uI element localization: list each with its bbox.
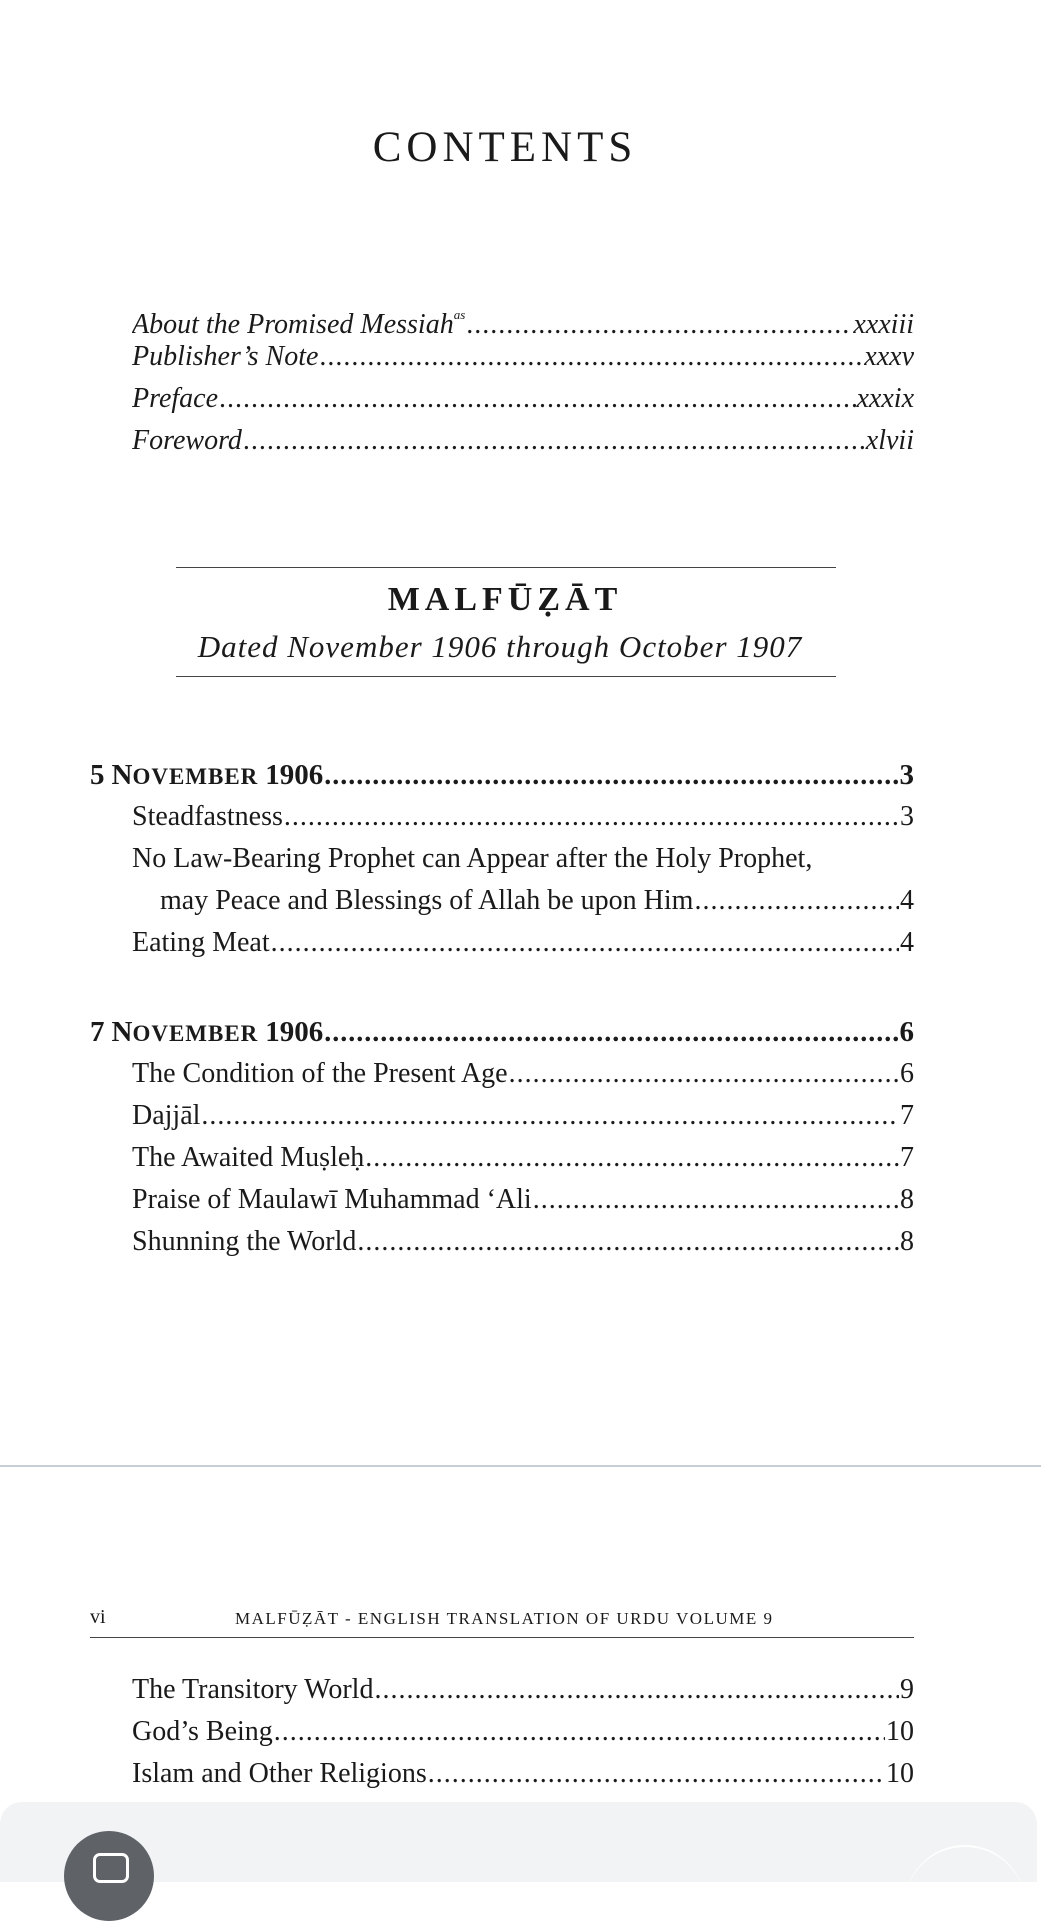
toc-entry[interactable] xyxy=(132,1711,914,1753)
dot-leader xyxy=(533,1179,899,1221)
dot-leader xyxy=(201,1095,899,1137)
toc-entry[interactable] xyxy=(132,796,914,838)
toc-entry[interactable] xyxy=(132,1221,914,1263)
toc-entry-publishers-note[interactable] xyxy=(132,336,914,378)
toc-entry-page: xlvii xyxy=(865,425,914,456)
dot-leader xyxy=(324,1012,898,1053)
toc-entry-page: 10 xyxy=(886,1758,914,1789)
toc-entry-page: xxxiii xyxy=(853,309,914,336)
toc-entry-label: Shunning the World xyxy=(132,1226,357,1257)
toc-entry-page: 9 xyxy=(900,1674,914,1705)
toc-entry-page: 8 xyxy=(900,1184,914,1215)
toc-entry-label: Foreword xyxy=(132,425,242,456)
toc-entry-label: Steadfastness xyxy=(132,801,283,832)
dot-leader xyxy=(357,1221,899,1263)
toc-entry[interactable] xyxy=(132,1179,914,1221)
toc-entry-label: Eating Meat xyxy=(132,927,270,958)
toc-entry[interactable] xyxy=(132,1095,914,1137)
running-head: MALFŪẒĀT - ENGLISH TRANSLATION OF URDU VOLUME 9 xyxy=(235,1609,774,1628)
toc-entry-page: 7 xyxy=(900,1142,914,1173)
toc-entry-label: The Condition of the Present Age xyxy=(132,1058,508,1089)
bottom-sheet xyxy=(0,1802,1037,1882)
date-year: 1906 xyxy=(265,759,324,791)
dot-leader xyxy=(374,1669,899,1711)
date-day: 5 xyxy=(90,759,105,791)
toc-entry-label: God’s Being xyxy=(132,1716,273,1747)
toc-entry-label: Publisher’s Note xyxy=(132,341,319,372)
toc-entry-foreword[interactable] xyxy=(132,420,914,462)
date-year: 1906 xyxy=(265,1016,324,1048)
dot-leader xyxy=(466,304,852,336)
page-title: CONTENTS xyxy=(372,124,638,171)
toc-entry-preface[interactable] xyxy=(132,378,914,420)
toc-entry-page: xxxix xyxy=(856,383,914,414)
dot-leader xyxy=(271,922,899,964)
toc-entry[interactable] xyxy=(132,1137,914,1179)
date-month-rest: OVEMBER xyxy=(132,764,259,789)
running-head-rule xyxy=(90,1637,914,1638)
toc-entry-superscript: as xyxy=(453,307,466,322)
date-month-rest: OVEMBER xyxy=(132,1021,259,1046)
toc-entry[interactable] xyxy=(132,922,914,964)
dot-leader xyxy=(365,1137,899,1179)
section-subtitle: Dated November 1906 through October 1907 xyxy=(197,629,803,664)
toc-entry-label: About the Promised Messiah xyxy=(132,309,454,336)
toc-entry[interactable] xyxy=(132,1753,914,1795)
date-day: 7 xyxy=(90,1016,105,1048)
toc-entry-label: Islam and Other Religions xyxy=(132,1758,427,1789)
toc-entry-page: 3 xyxy=(899,759,914,791)
section-rule-top xyxy=(176,567,836,568)
toc-entry-label: The Transitory World xyxy=(132,1674,374,1705)
section-rule-bottom xyxy=(176,676,836,677)
date-month-initial: N xyxy=(111,759,133,791)
dot-leader xyxy=(284,796,899,838)
dot-leader xyxy=(509,1053,899,1095)
toc-entry-page: 8 xyxy=(900,1226,914,1257)
dot-leader xyxy=(324,755,898,796)
date-month-initial: N xyxy=(111,1016,133,1048)
page-separator xyxy=(0,1465,1041,1467)
dot-leader xyxy=(243,420,865,462)
dot-leader xyxy=(274,1711,885,1753)
dot-leader xyxy=(219,378,855,420)
toc-entry-about[interactable] xyxy=(132,294,914,336)
dot-leader xyxy=(428,1753,885,1795)
toc-entry-page: 3 xyxy=(900,801,914,832)
toc-entry-page: 4 xyxy=(900,927,914,958)
dot-leader xyxy=(319,336,863,378)
toc-entry-label-line1[interactable]: No Law-Bearing Prophet can Appear after the Holy Prophet, xyxy=(132,843,813,874)
section-title: MALFŪẒĀT xyxy=(387,581,623,618)
toc-entry[interactable] xyxy=(132,1053,914,1095)
chat-icon xyxy=(93,1853,129,1883)
toc-entry-label-line2: may Peace and Blessings of Allah be upon Him xyxy=(160,885,694,916)
toc-entry-page: 6 xyxy=(899,1016,914,1048)
toc-entry[interactable] xyxy=(132,1669,914,1711)
toc-entry-page: 6 xyxy=(900,1058,914,1089)
toc-entry-page: 7 xyxy=(900,1100,914,1131)
toc-entry-label: Dajjāl xyxy=(132,1100,201,1131)
toc-entry-label: The Awaited Muṣleḥ xyxy=(132,1142,365,1173)
toc-entry-page: xxxv xyxy=(864,341,914,372)
toc-entry-label: Preface xyxy=(132,383,219,414)
toc-date-heading[interactable] xyxy=(90,1011,914,1053)
toc-entry-label: Praise of Maulawī Muhammad ‘Ali xyxy=(132,1184,532,1215)
dot-leader xyxy=(694,880,899,922)
page-folio: vi xyxy=(90,1606,106,1628)
toc-date-heading[interactable] xyxy=(90,754,914,796)
toc-entry[interactable] xyxy=(160,880,914,922)
toc-entry-page: 10 xyxy=(886,1716,914,1747)
toc-entry-page: 4 xyxy=(900,885,914,916)
